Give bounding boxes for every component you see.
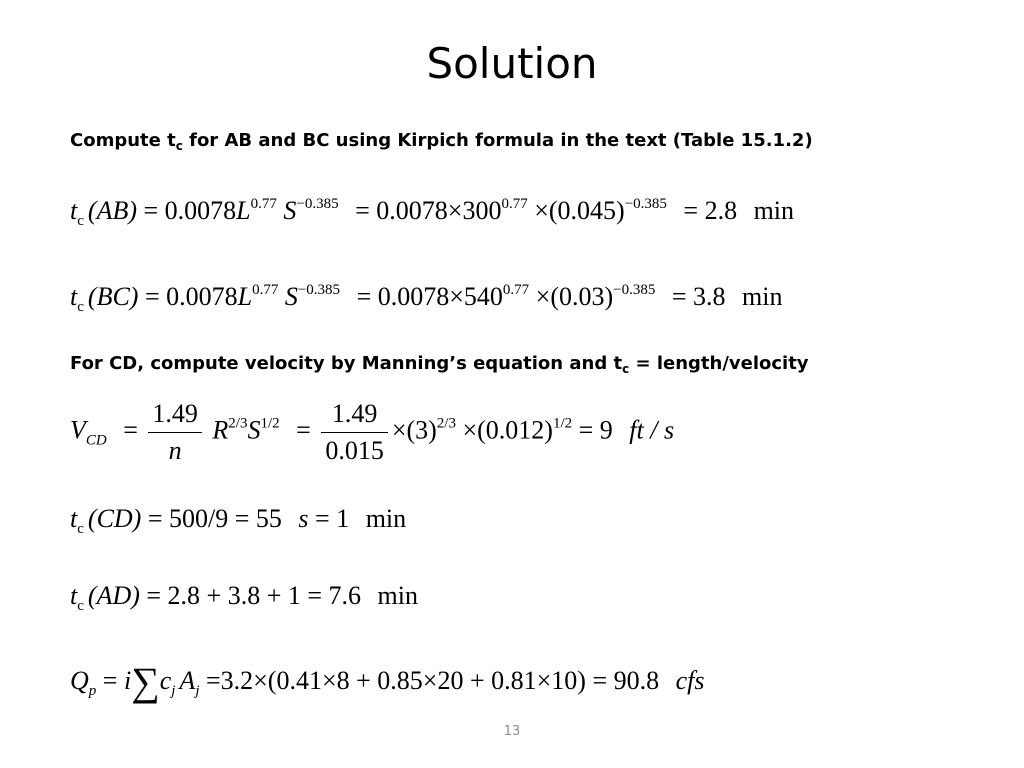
eq2-coef: 0.0078	[166, 282, 238, 311]
eq6-A: A	[179, 666, 196, 695]
eq6-unit: cfs	[675, 666, 705, 695]
eq6-equals: =	[102, 666, 118, 695]
eq4-lhs-arg: (CD)	[87, 504, 142, 533]
eq6-lhs-sub: p	[88, 683, 97, 699]
eq5-lhs-sub: c	[77, 598, 84, 614]
eq3-frac1-num: 1.49	[148, 396, 202, 433]
eq1-L: L	[236, 196, 251, 225]
heading-manning	[70, 352, 809, 376]
eq3-S-exp: 1/2	[260, 415, 280, 432]
eq3-fraction-1	[148, 396, 202, 469]
eq1-coef: 0.0078	[164, 196, 237, 225]
eq4-unit: min	[365, 504, 407, 533]
eq3-equals-2: =	[296, 415, 311, 445]
eq3-unit: ft / s	[629, 415, 675, 445]
eq5-body: = 2.8 + 3.8 + 1 = 7.6	[146, 581, 362, 610]
eq6-lhs-var: Q	[70, 666, 89, 695]
eq3-S: S	[247, 415, 261, 445]
eq2-result: = 3.8	[671, 282, 726, 311]
eq4-unit-s: s	[298, 504, 309, 533]
equation-tc-bc: $t_c$ $(BC) = 0.0078L^{0.77}$ $S^{-0.385} = 0.0078\times 540^{0.77} \times(0.03)^{-0.385} = 3.8$ min	[70, 282, 783, 315]
eq1-result: = 2.8	[683, 196, 738, 225]
eq2-mid: ×(0.03)	[535, 282, 614, 311]
eq1-equals: =	[143, 196, 159, 225]
eq2-sub-value: 0.0078×540	[377, 282, 503, 311]
eq3-equals: =	[123, 415, 138, 445]
eq6-body: =3.2×(0.41×8 + 0.85×20 + 0.81×10) = 90.8	[205, 666, 660, 695]
eq1-sub-exp2: −0.385	[624, 196, 667, 212]
eq1-S-exp: −0.385	[296, 196, 339, 212]
heading-manning-text-after: = length/velocity	[629, 353, 809, 374]
heading-manning-text-before: For CD, compute velocity by Manning’s equation and t	[70, 353, 623, 374]
eq2-equals: =	[144, 282, 160, 311]
eq5-lhs-var: t	[70, 581, 78, 610]
eq2-S: S	[284, 282, 298, 311]
equation-tc-ad	[70, 581, 418, 614]
eq3-frac1-den: n	[168, 436, 182, 465]
heading-manning-sub: c	[622, 362, 630, 376]
heading-kirpich-sub: c	[175, 139, 183, 153]
eq6-c: c	[159, 666, 172, 695]
eq1-lhs-sub: c	[77, 213, 84, 229]
equation-tc-cd	[70, 504, 407, 537]
eq4-lhs-var: t	[70, 504, 78, 533]
eq5-lhs-arg: (AD)	[87, 581, 140, 610]
eq1-sub-exp1: 0.77	[501, 196, 528, 212]
eq1-L-exp: 0.77	[250, 196, 277, 212]
eq2-lhs-sub: c	[77, 299, 84, 315]
heading-kirpich	[70, 129, 813, 153]
eq4-lhs-sub: c	[77, 521, 84, 537]
eq3-mid2: ×(0.012)	[462, 415, 553, 445]
eq2-sub-exp1: 0.77	[502, 282, 530, 298]
eq1-unit: min	[753, 196, 795, 225]
eq3-mid1-exp: 2/3	[436, 415, 456, 432]
eq2-S-exp: −0.385	[297, 282, 341, 298]
eq3-frac2-num: 1.49	[321, 396, 388, 433]
eq2-unit: min	[742, 282, 783, 311]
slide-title: Solution	[426, 39, 598, 88]
eq2-lhs-var: t	[70, 282, 78, 311]
equation-q-p	[70, 659, 705, 704]
eq3-mid1: ×(3)	[391, 415, 437, 445]
eq3-R-exp: 2/3	[228, 415, 248, 432]
eq6-c-sub: j	[171, 683, 176, 699]
eq6-i: i	[123, 666, 132, 695]
eq2-L: L	[237, 282, 253, 311]
eq1-mid: ×(0.045)	[534, 196, 625, 225]
eq2-sub-exp2: −0.385	[613, 282, 656, 298]
eq4-body: = 500/9 = 55	[147, 504, 282, 533]
eq3-fraction-2	[321, 396, 388, 469]
eq3-lhs-var: V	[70, 415, 86, 445]
eq5-unit: min	[377, 581, 418, 610]
eq1-S: S	[283, 196, 297, 225]
heading-kirpich-text-before: Compute t	[70, 130, 176, 151]
eq3-lhs-sub: CD	[85, 432, 107, 449]
eq4-tail: = 1	[315, 504, 350, 533]
eq3-result: = 9	[578, 415, 613, 445]
eq6-A-sub: j	[195, 683, 200, 699]
equation-tc-ab: $t_c$ $(AB) = 0.0078L^{0.77}$ $S^{-0.385} = 0.0078\times 300^{0.77} \times(0.045)^{-0.385} = 2.8$ min	[70, 196, 795, 229]
equation-v-cd	[70, 396, 674, 469]
eq3-mid2-exp: 1/2	[552, 415, 573, 432]
eq1-lhs-var: t	[70, 196, 78, 225]
eq1-sub-value: 0.0078×300	[376, 196, 502, 225]
eq2-lhs-arg: (BC)	[87, 282, 139, 311]
eq3-frac2-den: 0.015	[325, 436, 384, 465]
eq3-R: R	[212, 415, 229, 445]
eq2-L-exp: 0.77	[252, 282, 279, 298]
eq1-lhs-arg: (AB)	[87, 196, 137, 225]
page-number: 13	[503, 724, 521, 739]
heading-kirpich-text-after: for AB and BC using Kirpich formula in the text (Table 15.1.2)	[182, 130, 813, 151]
sigma-symbol: ∑	[131, 659, 160, 704]
